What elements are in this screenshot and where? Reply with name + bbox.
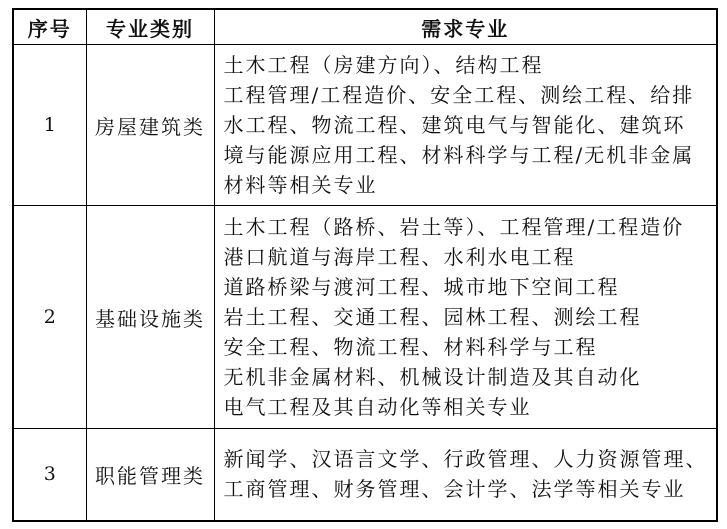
serial-cell: 2 — [13, 206, 86, 429]
majors-line: 土木工程（路桥、岩土等）、工程管理/工程造价 — [223, 215, 685, 239]
majors-line: 工程管理/工程造价、安全工程、测绘工程、给排 — [223, 83, 695, 107]
majors-cell — [214, 429, 717, 521]
majors-line: 工商管理、财务管理、会计学、法学等相关专业 — [223, 477, 686, 502]
serial-cell: 3 — [13, 429, 86, 521]
majors-line: 安全工程、物流工程、材料科学与工程 — [223, 335, 598, 359]
majors-line: 境与能源应用工程、材料科学与工程/无机非金属 — [223, 143, 695, 167]
col-header-majors: 需求专业 — [214, 9, 717, 45]
majors-cell — [214, 45, 717, 206]
table-header-row — [13, 9, 717, 45]
category-cell: 基础设施类 — [86, 206, 214, 429]
majors-line: 港口航道与海岸工程、水利水电工程 — [223, 245, 576, 269]
col-header-category: 专业类别 — [86, 9, 214, 45]
table-row — [13, 45, 717, 206]
majors-demand-table — [12, 8, 718, 522]
majors-line: 电气工程及其自动化等相关专业 — [223, 395, 532, 419]
majors-line: 无机非金属材料、机械设计制造及其自动化 — [223, 365, 642, 389]
majors-line: 材料等相关专业 — [223, 173, 378, 197]
majors-line: 土木工程（房建方向）、结构工程 — [223, 53, 544, 77]
majors-line: 道路桥梁与渡河工程、城市地下空间工程 — [223, 275, 620, 299]
table-row — [13, 206, 717, 429]
col-header-serial: 序号 — [13, 9, 86, 45]
majors-line: 新闻学、汉语言文学、行政管理、人力资源管理、 — [223, 447, 708, 472]
table-row — [13, 429, 717, 521]
serial-cell: 1 — [13, 45, 86, 206]
majors-cell — [214, 206, 717, 429]
majors-line: 水工程、物流工程、建筑电气与智能化、建筑环 — [223, 113, 686, 137]
category-cell: 房屋建筑类 — [86, 45, 214, 206]
majors-line: 岩土工程、交通工程、园林工程、测绘工程 — [223, 305, 642, 329]
category-cell: 职能管理类 — [86, 429, 214, 521]
